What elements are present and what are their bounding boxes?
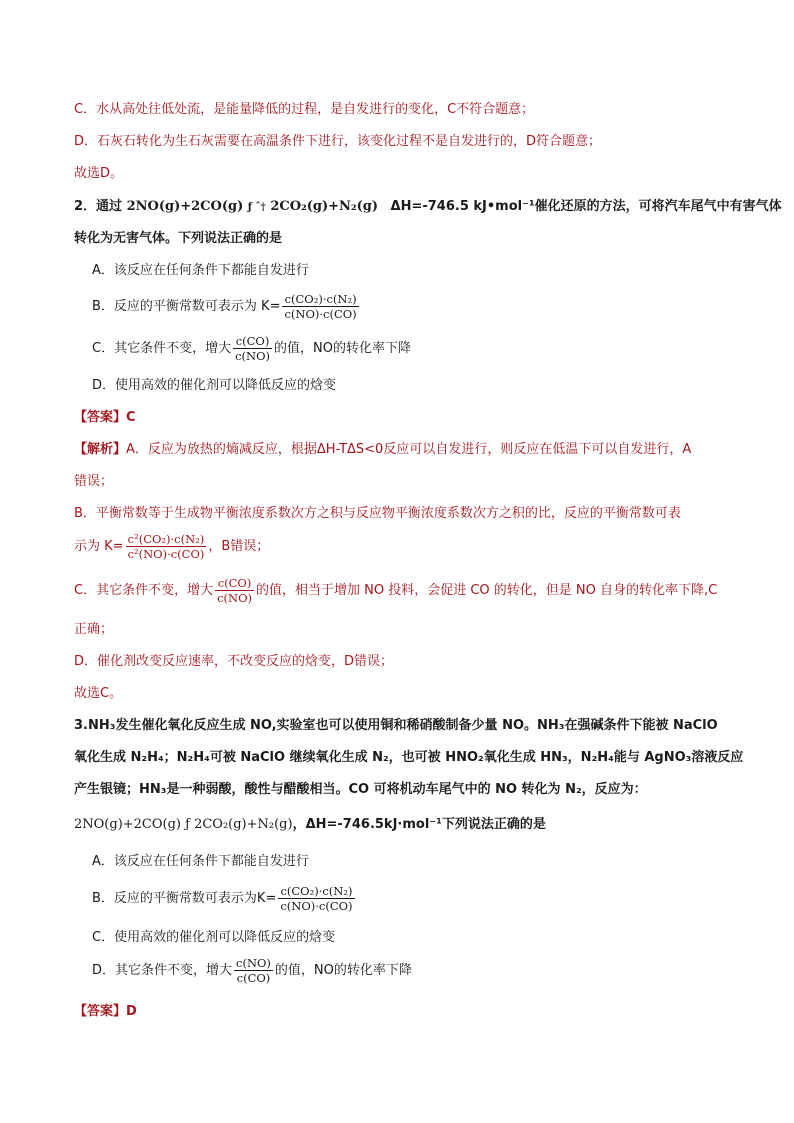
q3-stem-3: 产生银镜；HN₃是一种弱酸，酸性与醋酸相当。CO 可将机动车尾气中的 NO 转化为 N₂，反应为： [74, 782, 647, 797]
q2-analysis-d: D．催化剂改变反应速率，不改变反应的焓变，D错误； [74, 654, 394, 669]
q2-analysis-a2: 错误； [74, 474, 114, 489]
prev-pick: 故选D。 [74, 166, 124, 181]
analysis-label: 【解析】 [74, 442, 127, 457]
q2-option-c-label: C．其它条件不变，增大 [92, 341, 232, 356]
q2-analysis-b: B．平衡常数等于生成物平衡浓度系数次方之积与反应物平衡浓度系数次方之积的比，反应的平衡常数可表 [74, 506, 681, 521]
q3-reaction [74, 816, 546, 834]
q2-option-c [92, 334, 411, 363]
fraction-numerator: c(CO) [233, 334, 272, 349]
q3-equation: 2NO(g)+2CO(g) ƒ 2CO₂(g)+N₂(g) [74, 817, 293, 832]
q3-stem-post: 下列说法正确的是 [441, 817, 546, 832]
q2-stem-pre: 2．通过 [74, 199, 123, 214]
analysis-b2-pre: 示为 K= [74, 539, 124, 554]
analysis-c-pre: C．其它条件不变，增大 [74, 583, 214, 598]
q3-stem-1: 3.NH₃发生催化氧化反应生成 NO,实验室也可以使用铜和稀硝酸制备少量 NO。NH₃在强碱条件下能被 NaClO [74, 718, 718, 733]
q3-enthalpy: ，ΔH=-746.5kJ·mol⁻¹ [292, 817, 442, 832]
q2-equation-left: 2NO(g)+2CO(g) [126, 199, 244, 214]
q2-stem [74, 198, 782, 217]
q3-option-b-fraction [278, 884, 354, 913]
q3-answer: 【答案】D [74, 1004, 137, 1019]
q3-stem-2: 氧化生成 N₂H₄；N₂H₄可被 NaClO 继续氧化生成 N₂，也可被 HNO₂氧化生成 HN₃，N₂H₄能与 AgNO₃溶液反应 [74, 750, 744, 765]
q3-option-c: C．使用高效的催化剂可以降低反应的焓变 [92, 930, 336, 945]
q2-option-b-label: B．反应的平衡常数可表示为 K= [92, 299, 281, 314]
prev-option-c-analysis: C．水从高处往低处流，是能量降低的过程，是自发进行的变化，C不符合题意； [74, 102, 535, 117]
fraction-denominator: c²(NO)·c(CO) [127, 547, 205, 561]
fraction-numerator: c²(CO₂)·c(N₂) [126, 532, 207, 547]
analysis-b-fraction [126, 532, 207, 561]
analysis-b2-post: ，B错误； [208, 539, 270, 554]
q2-analysis-c [74, 576, 717, 605]
q2-analysis-c2: 正确； [74, 622, 114, 637]
analysis-a-text: A．反应为放热的熵减反应，根据ΔH-TΔS<0反应可以自发进行，则反应在低温下可以自发进行，A [126, 442, 692, 457]
q2-enthalpy: ΔH=-746.5 kJ•mol⁻¹ [390, 199, 535, 214]
q2-equilibrium-arrow: ƒ ˆ† [247, 202, 266, 213]
q3-option-b [92, 884, 357, 913]
fraction-denominator: c(NO)·c(CO) [280, 899, 353, 913]
q3-option-a: A．该反应在任何条件下都能自发进行 [92, 854, 309, 869]
q2-option-a: A．该反应在任何条件下都能自发进行 [92, 263, 309, 278]
q2-analysis-a [74, 441, 691, 459]
q2-option-c-fraction [233, 334, 272, 363]
q3-option-d [92, 956, 412, 985]
q2-option-d: D．使用高效的催化剂可以降低反应的焓变 [92, 378, 337, 393]
q3-option-d-label: D．其它条件不变，增大 [92, 963, 233, 978]
q2-stem-line2: 转化为无害气体。下列说法正确的是 [74, 231, 283, 246]
q3-option-b-label: B．反应的平衡常数可表示为K= [92, 891, 277, 906]
q2-equation-right: 2CO₂(g)+N₂(g) [270, 199, 378, 214]
q2-pick: 故选C。 [74, 686, 123, 701]
prev-option-d-analysis: D．石灰石转化为生石灰需要在高温条件下进行，该变化过程不是自发进行的，D符合题意； [74, 134, 602, 149]
fraction-numerator: c(CO₂)·c(N₂) [282, 292, 358, 307]
analysis-c-post: 的值，相当于增加 NO 投料，会促进 CO 的转化，但是 NO 自身的转化率下降,C [255, 583, 718, 598]
fraction-numerator: c(CO) [215, 576, 254, 591]
q2-option-b [92, 292, 361, 321]
q2-answer: 【答案】C [74, 410, 136, 425]
q2-option-c-tail: 的值，NO的转化率下降 [273, 341, 411, 356]
q2-stem-post: 催化还原的方法，可将汽车尾气中有害气体 [534, 199, 782, 214]
fraction-numerator: c(NO) [236, 956, 271, 970]
fraction-denominator: c(NO)·c(CO) [284, 307, 357, 321]
q2-analysis-b2 [74, 532, 269, 561]
q3-option-d-tail: 的值，NO的转化率下降 [274, 963, 412, 978]
q2-option-b-fraction [282, 292, 358, 321]
fraction-denominator: c(NO) [235, 349, 270, 363]
fraction-denominator: c(NO) [217, 591, 252, 605]
fraction-denominator: c(CO) [236, 971, 271, 985]
fraction-numerator: c(CO₂)·c(N₂) [278, 884, 354, 899]
q3-option-d-fraction [234, 956, 273, 985]
analysis-c-fraction [215, 576, 254, 605]
